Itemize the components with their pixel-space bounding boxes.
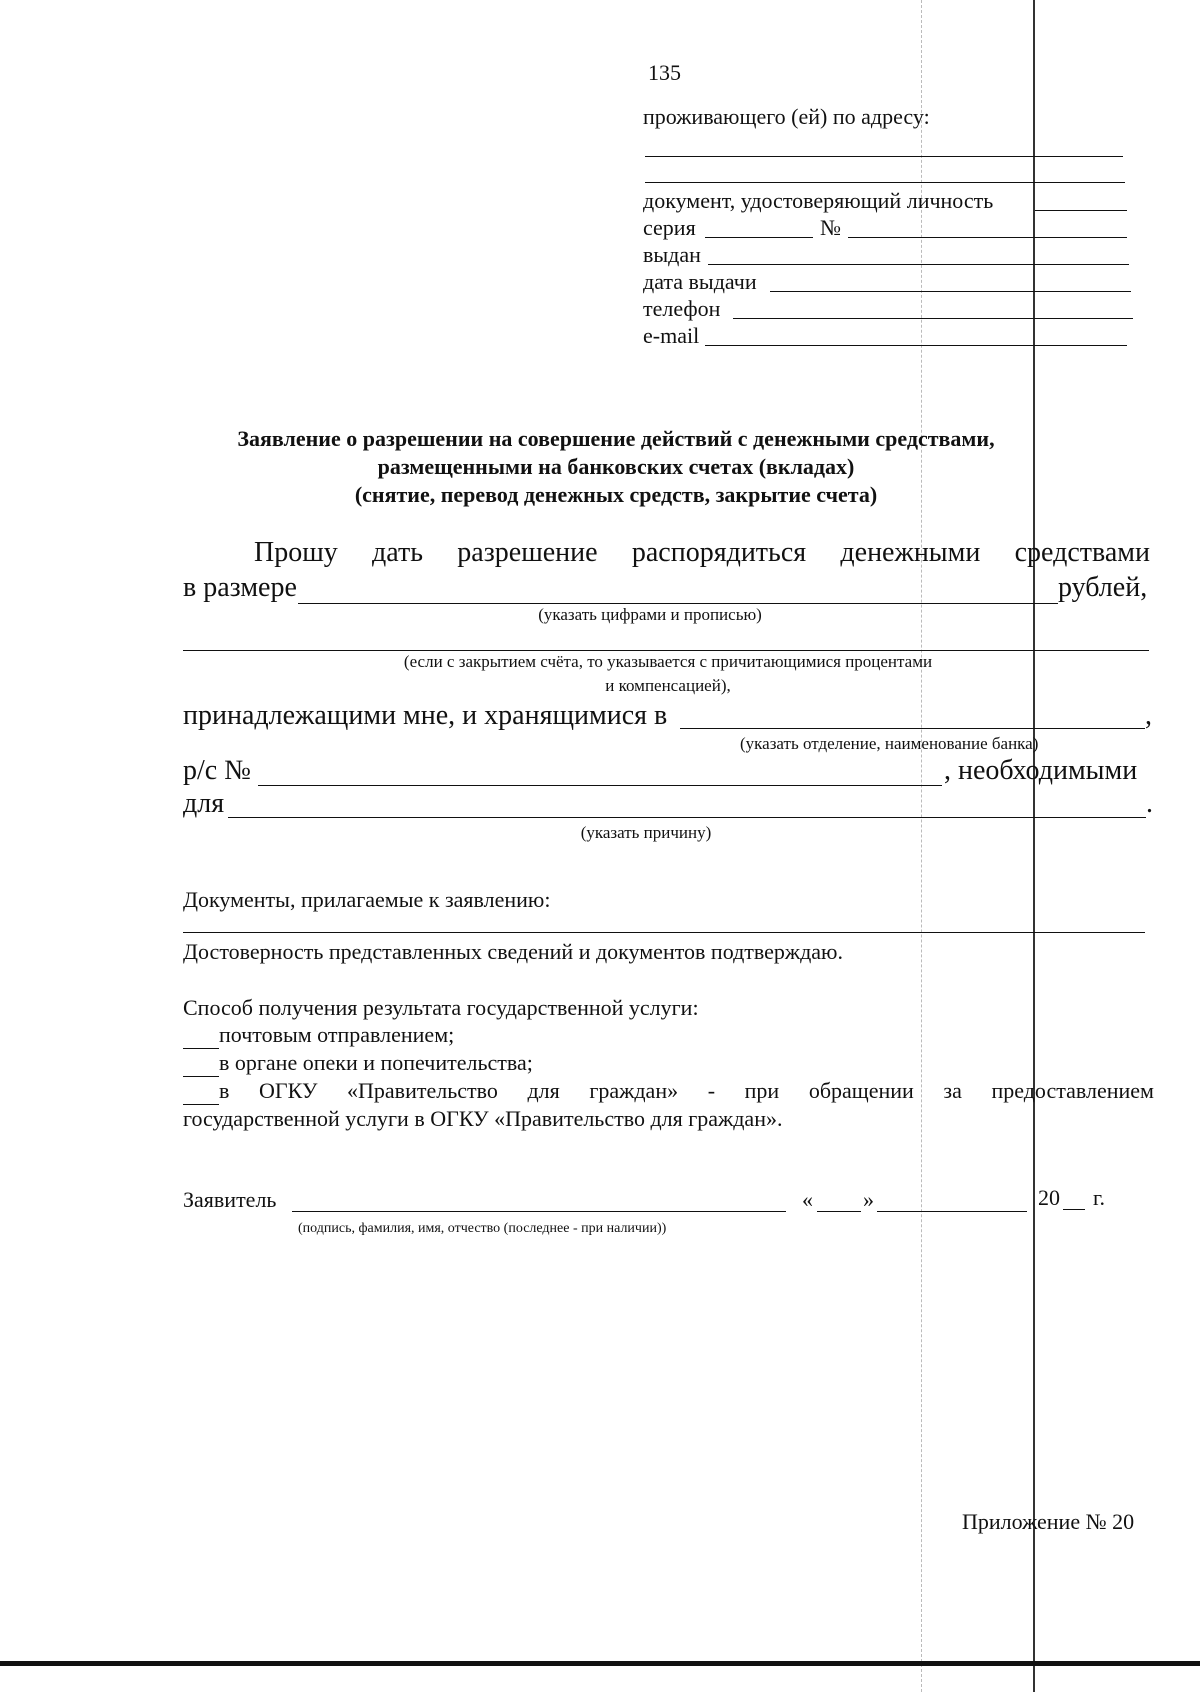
- option-label: в органе опеки и попечительства;: [219, 1050, 533, 1075]
- account-field[interactable]: [258, 785, 942, 786]
- address-label: проживающего (ей) по адресу:: [643, 104, 930, 129]
- phone-label: телефон: [643, 296, 721, 321]
- amount-hint: (указать цифрами и прописью): [538, 605, 762, 624]
- option-checkbox-line[interactable]: [183, 1050, 219, 1077]
- issued-field[interactable]: [708, 264, 1129, 265]
- id-doc-field[interactable]: [1035, 210, 1127, 211]
- request-word: средствами: [1014, 537, 1150, 568]
- closure-hint-line-1: (если с закрытием счёта, то указывается с причитающимися процентами: [403, 652, 933, 671]
- number-field[interactable]: [848, 237, 1127, 238]
- belonging-label: принадлежащими мне, и хранящимися в: [183, 700, 668, 731]
- request-word: распорядиться: [631, 537, 807, 568]
- date-day-field[interactable]: [817, 1211, 861, 1212]
- page-number: 135: [648, 60, 681, 85]
- account-label: р/с №: [183, 755, 251, 786]
- result-option-guardianship[interactable]: [183, 1050, 533, 1077]
- phone-field[interactable]: [733, 318, 1133, 319]
- id-doc-label: документ, удостоверяющий личность: [643, 188, 994, 213]
- year-suffix: г.: [1093, 1185, 1106, 1210]
- option-label-word: обращении: [808, 1078, 914, 1103]
- applicant-label: Заявитель: [183, 1187, 277, 1212]
- bottom-border: [0, 1661, 1200, 1666]
- scan-artifact-line-faint: [921, 0, 922, 1692]
- issue-date-field[interactable]: [770, 291, 1131, 292]
- date-month-field[interactable]: [877, 1211, 1027, 1212]
- scan-artifact-line: [1033, 0, 1035, 1692]
- purpose-end: .: [1146, 788, 1153, 819]
- option-label-word: -: [707, 1078, 716, 1103]
- issue-date-label: дата выдачи: [643, 269, 757, 294]
- number-sign: №: [820, 215, 841, 240]
- belonging-end: ,: [1145, 700, 1152, 731]
- option-label: почтовым отправлением;: [219, 1022, 455, 1047]
- signature-hint: (подпись, фамилия, имя, отчество (последнее - при наличии)): [298, 1221, 667, 1236]
- date-quote-close: »: [863, 1187, 874, 1212]
- issued-label: выдан: [643, 242, 701, 267]
- year-field[interactable]: [1063, 1209, 1085, 1210]
- address-field-line-1[interactable]: [645, 156, 1123, 157]
- option-checkbox-line[interactable]: [183, 1022, 219, 1049]
- closure-hint-line-2: и компенсацией),: [605, 676, 731, 695]
- email-label: e-mail: [643, 323, 700, 348]
- request-word: разрешение: [457, 537, 598, 568]
- request-word: Прошу: [254, 537, 338, 568]
- series-field[interactable]: [705, 237, 813, 238]
- option-checkbox-line[interactable]: [183, 1078, 219, 1105]
- option-label-word: в: [183, 1078, 229, 1105]
- option-label-word: ОГКУ: [259, 1078, 318, 1103]
- amount-suffix: рублей,: [1058, 572, 1148, 603]
- amount-prefix: в размере: [183, 572, 297, 603]
- signature-field[interactable]: [292, 1211, 786, 1212]
- purpose-label: для: [183, 788, 225, 819]
- purpose-field[interactable]: [228, 817, 1146, 818]
- option-label-word: предоставлением: [991, 1078, 1154, 1103]
- documents-field[interactable]: [183, 932, 1145, 933]
- amount-field[interactable]: [298, 603, 1058, 604]
- option-label-word: за: [943, 1078, 962, 1103]
- date-quote-open: «: [802, 1187, 813, 1212]
- request-word: денежными: [840, 537, 981, 568]
- appendix-label: Приложение № 20: [962, 1509, 1135, 1534]
- option-label-word: «Правительство: [347, 1078, 498, 1103]
- year-prefix: 20: [1038, 1185, 1060, 1210]
- result-option-postal[interactable]: [183, 1022, 454, 1049]
- amount-field-line-2[interactable]: [183, 650, 1149, 651]
- request-line: [254, 537, 1150, 569]
- bank-field[interactable]: [680, 728, 1145, 729]
- result-method-label: Способ получения результата государственной услуги:: [183, 995, 699, 1020]
- account-suffix: , необходимыми: [944, 755, 1138, 786]
- result-option-ogku-line-2: государственной услуги в ОГКУ «Правительство для граждан».: [183, 1106, 783, 1131]
- title-line-2: размещенными на банковских счетах (вкладах): [377, 454, 855, 479]
- series-label: серия: [643, 215, 696, 240]
- option-label-word: граждан»: [589, 1078, 679, 1103]
- purpose-hint: (указать причину): [580, 823, 712, 842]
- confirmation-text: Достоверность представленных сведений и документов подтверждаю.: [183, 939, 843, 964]
- bank-hint: (указать отделение, наименование банка): [740, 734, 1039, 753]
- title-line-3: (снятие, перевод денежных средств, закрытие счета): [354, 482, 878, 507]
- option-label-word: для: [527, 1078, 560, 1103]
- result-option-ogku[interactable]: [183, 1078, 1154, 1105]
- documents-label: Документы, прилагаемые к заявлению:: [183, 887, 551, 912]
- address-field-line-2[interactable]: [645, 182, 1125, 183]
- request-word: дать: [372, 537, 424, 568]
- option-label-word: при: [744, 1078, 780, 1103]
- title-line-1: Заявление о разрешении на совершение действий с денежными средствами,: [237, 426, 995, 451]
- email-field[interactable]: [705, 345, 1127, 346]
